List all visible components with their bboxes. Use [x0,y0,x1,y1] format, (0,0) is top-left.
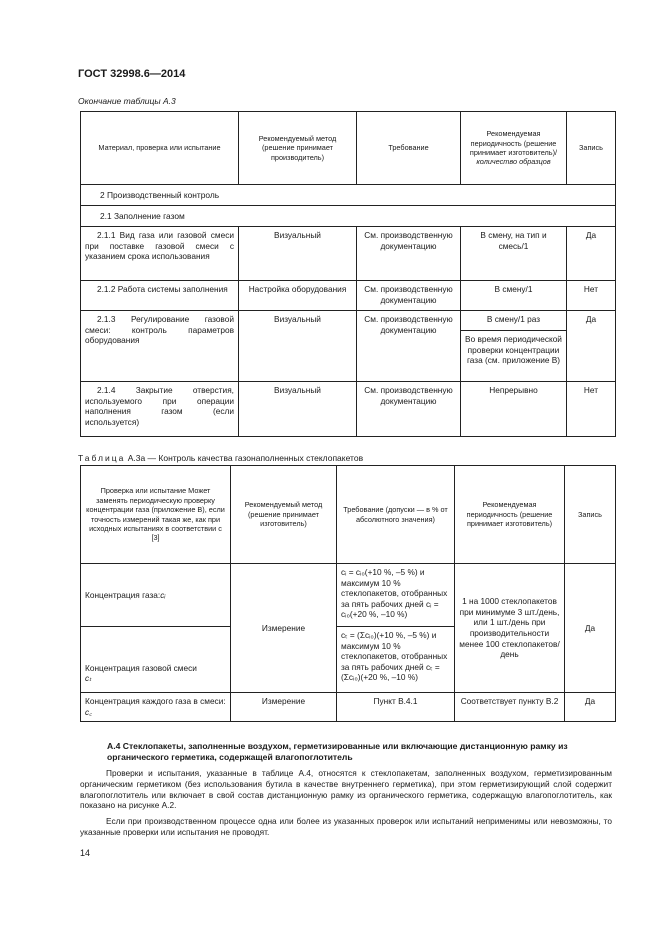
section-a4-title: А.4 Стеклопакеты, заполненные воздухом, герметизированные или включающие дистанционную рамку из органического герметика, содержащей влагопоглотитель [107,741,568,762]
item-cell: 2.1.1 Вид газа или газовой смеси при поставке газовой смеси с указанием срока использования [81,227,239,281]
requirement-cell: См. производственную документацию [357,227,461,281]
requirement-cell: См. производственную документацию [357,382,461,437]
document-code: ГОСТ 32998.6—2014 [78,68,186,80]
method-cell: Визуальный [239,311,357,382]
method-cell: Настройка оборудования [239,281,357,311]
item-cell: 2.1.4 Закрытие отверстия, используемого при операции наполнения газом (если используется) [81,382,239,437]
header-periodicity-italic: количество образцов [476,157,551,167]
table-header-row [81,112,616,185]
table-row [81,281,616,311]
record-cell: Нет [567,281,616,311]
var-cc: c꜀ [85,706,93,717]
section-production-control: 2 Производственный контроль [81,185,616,206]
subsection-gas-filling: 2.1 Заполнение газом [81,206,616,227]
table-row [81,382,616,437]
requirement-ci-cell: cᵢ = cᵢ₀(+10 %, –5 %) и максимум 10 % стеклопакетов, отобранных за пять рабочих дней cᵢ = cᵢ₀(+20 %, –10 %) [337,564,455,627]
control-table-a3 [80,111,616,437]
gas-filled-quality-table [80,465,616,722]
requirement-ct-cell: cₜ = (Σcᵢ₀)(+10 %, –5 %) и максимум 10 % стеклопакетов, отобранных за пять рабочих дней cₜ = (Σcᵢ₀)(+20 %, –10 %) [337,627,455,693]
table-row [81,227,616,281]
record-cell: Нет [567,382,616,437]
header-periodicity: Рекомендуемая периодичность (решение принимает изготовитель) [455,466,565,564]
table-caption: Таблица А.3а — Контроль качества газонаполненных стеклопакетов [78,453,364,463]
table-continuation-caption: Окончание таблицы А.3 [78,96,176,106]
header-material: Материал, проверка или испытание [81,112,239,185]
item-cell: 2.1.2 Работа системы заполнения [81,281,239,311]
method-cell: Измерение [231,693,337,722]
periodicity-cell: В смену/1 раз [461,311,567,331]
periodicity-cell: Непрерывно [461,382,567,437]
requirement-cell: См. производственную документацию [357,281,461,311]
record-cell: Да [567,227,616,281]
periodicity-cell: В смену, на тип и смесь/1 [461,227,567,281]
periodicity-cell: Соответствует пункту В.2 [455,693,565,722]
periodicity-merged-cell: 1 на 1000 стеклопакетов при минимуме 3 шт./день, или 1 шт./день при производительности менее 100 стеклопакетов/день [455,564,565,693]
header-method: Рекомендуемый метод (решение принимает изготовитель) [231,466,337,564]
measurement-method-cell: Измерение [231,564,337,693]
item-cell: 2.1.3 Регулирование газовой смеси: контроль параметров оборудования [81,311,239,382]
record-merged-cell: Да [565,564,616,693]
mix-concentration-cell: Концентрация газовой смеси cₜ [81,627,231,693]
paragraph-1: Проверки и испытания, указанные в таблице А.4, относятся к стеклопакетам, заполненных воздухом, герметизированным органическим герметиком (без использования бутила в качестве внутреннего герметика), при этом герметизирующий слой содержит влагопоглотитель или включает в свой состав дистанционную рамку из органического герметика, содержащую влагопоглотитель, как показано на рисунке А.2. [80,768,612,811]
paragraph-2: Если при производственном процессе одна или более из указанных проверок или испытаний неприменимы или невозможны, то указанные проверки или испытания не проводят. [80,816,612,837]
header-requirement: Требование (допуски — в % от абсолютного значения) [337,466,455,564]
each-gas-cell: Концентрация каждого газа в смеси: c꜀ [81,693,231,722]
header-requirement: Требование [357,112,461,185]
var-ct: cₜ [85,673,92,684]
header-method: Рекомендуемый метод (решение принимает производитель) [239,112,357,185]
header-record: Запись [565,466,616,564]
record-cell: Да [565,693,616,722]
periodicity-extra-cell: Во время периодической проверки концентрации газа (см. приложение В) [461,331,567,382]
requirement-cell: Пункт В.4.1 [337,693,455,722]
var-ci: cᵢ [160,589,166,600]
table-row [81,311,616,331]
record-cell: Да [567,311,616,382]
table-header-row [81,466,616,564]
header-test: Проверка или испытание Может заменять периодическую проверку концентрации газа (приложение В), если точность измерений такая же, как при исходных испытаниях в соответствии с [3] [81,466,231,564]
table-row [81,564,616,627]
gas-concentration-cell: Концентрация газа:cᵢ [81,564,231,627]
page-number: 14 [80,848,91,858]
header-record: Запись [567,112,616,185]
table-row [81,693,616,722]
requirement-cell: См. производственную документацию [357,311,461,382]
subsection-row [81,206,616,227]
section-row [81,185,616,206]
method-cell: Визуальный [239,382,357,437]
header-periodicity: Рекомендуемая периодичность (решение принимает изготовитель)/ количество образцов [461,112,567,185]
periodicity-cell: В смену/1 [461,281,567,311]
method-cell: Визуальный [239,227,357,281]
